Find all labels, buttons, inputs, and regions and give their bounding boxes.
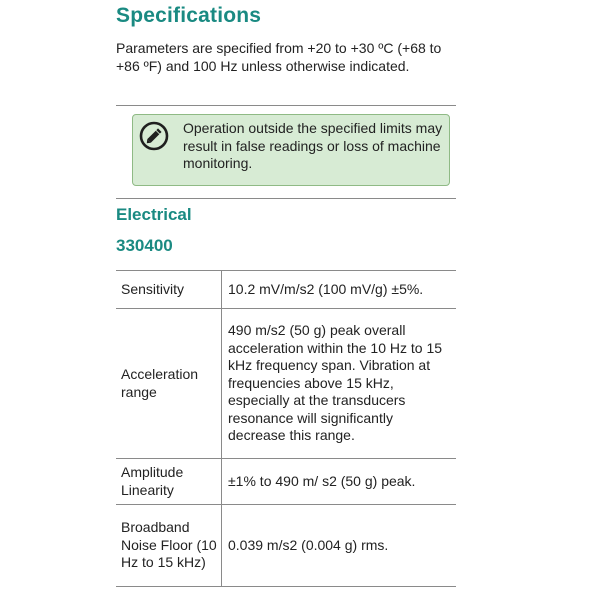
divider [116, 105, 456, 106]
table-row [116, 459, 456, 505]
spec-label: Amplitude Linearity [116, 459, 222, 505]
page-title: Specifications [116, 4, 262, 27]
table-row [116, 309, 456, 459]
spec-table [116, 270, 456, 587]
spec-label: Broadband Noise Floor (10 Hz to 15 kHz) [116, 505, 222, 587]
spec-value: 490 m/s2 (50 g) peak overall acceleration within the 10 Hz to 15 kHz frequency span. Vibration at frequencies above 15 kHz, especially at the transducers resonance will significantly decrease this range. [222, 309, 457, 459]
spec-value: 0.039 m/s2 (0.004 g) rms. [222, 505, 457, 587]
table-row [116, 505, 456, 587]
pencil-icon [139, 121, 169, 151]
note-callout [132, 114, 450, 186]
note-text: Operation outside the specified limits may result in false readings or loss of machine monitoring. [183, 120, 443, 171]
spec-value: ±1% to 490 m/ s2 (50 g) peak. [222, 459, 457, 505]
spec-label: Sensitivity [116, 271, 222, 309]
intro-paragraph: Parameters are specified from +20 to +30 ºC (+68 to +86 ºF) and 100 Hz unless otherwise indicated. [116, 40, 442, 74]
section-title: Electrical [116, 205, 192, 224]
spec-value: 10.2 mV/m/s2 (100 mV/g) ±5%. [222, 271, 457, 309]
divider [116, 198, 456, 199]
spec-label: Acceleration range [116, 309, 222, 459]
table-row [116, 271, 456, 309]
model-number: 330400 [116, 236, 173, 255]
